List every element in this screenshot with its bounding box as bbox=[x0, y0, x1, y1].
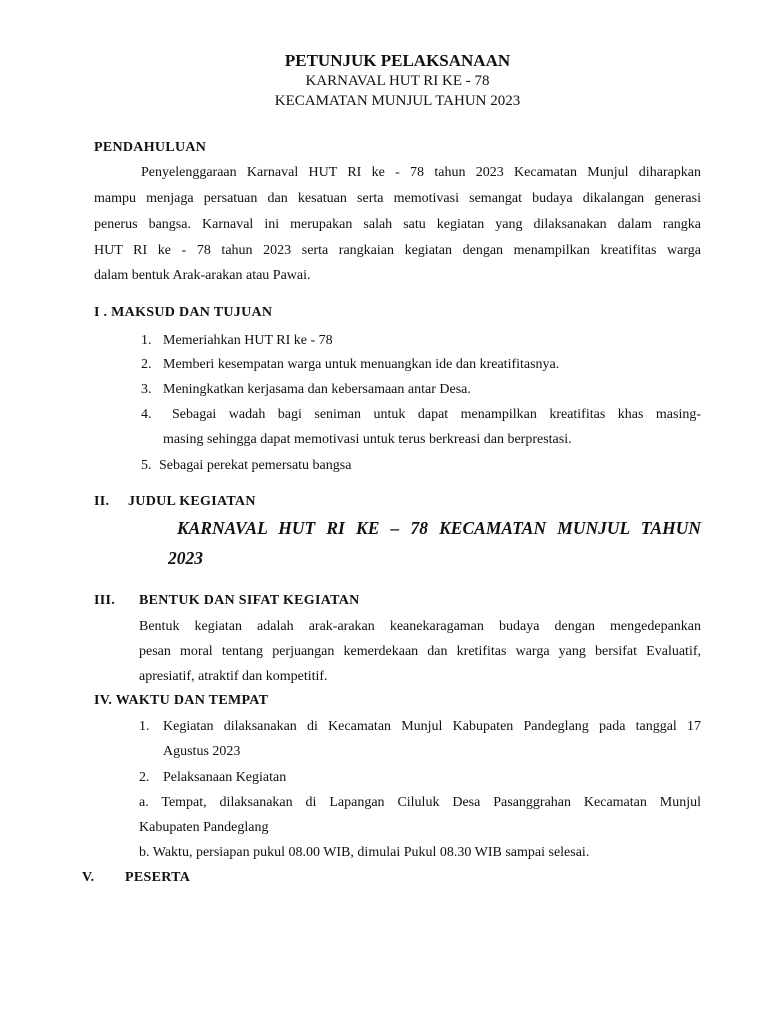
document-title: PETUNJUK PELAKSANAAN bbox=[284, 51, 511, 70]
list-item: Kegiatan dilaksanakan di Kecamatan Munjul Kabupaten Pandeglang pada tanggal 17 bbox=[163, 719, 701, 734]
event-title: KARNAVAL HUT RI KE – 78 KECAMATAN MUNJUL TAHUN bbox=[177, 518, 701, 538]
section-heading-maksud: I . MAKSUD DAN TUJUAN bbox=[94, 305, 273, 320]
paragraph-line: dalam bentuk Arak-arakan atau Pawai. bbox=[94, 268, 311, 283]
section-number: V. bbox=[82, 870, 95, 885]
section-heading-waktu: IV. WAKTU DAN TEMPAT bbox=[94, 693, 269, 708]
paragraph-line: pesan moral tentang perjuangan kemerdekaan dan kretifitas warga yang bersifat Evaluatif, bbox=[139, 644, 701, 659]
list-item-continuation: Agustus 2023 bbox=[163, 744, 241, 759]
section-heading-peserta: PESERTA bbox=[125, 870, 191, 885]
list-item: Sebagai perekat pemersatu bangsa bbox=[159, 458, 352, 473]
list-item: Pelaksanaan Kegiatan bbox=[163, 770, 287, 785]
list-item-number: 1. bbox=[141, 333, 152, 348]
document-subtitle-2: KECAMATAN MUNJUL TAHUN 2023 bbox=[274, 93, 521, 109]
document-subtitle: KARNAVAL HUT RI KE - 78 bbox=[305, 73, 490, 89]
list-item-number: 3. bbox=[141, 382, 152, 397]
list-item-number: 2. bbox=[139, 770, 150, 785]
paragraph-line: penerus bangsa. Karnaval ini merupakan salah satu kegiatan yang dilaksanakan dalam rangka bbox=[94, 217, 701, 232]
paragraph-line: mampu menjaga persatuan dan kesatuan serta memotivasi semangat budaya dikalangan generasi bbox=[94, 191, 701, 206]
list-item: Memberi kesempatan warga untuk menuangkan ide dan kreatifitasnya. bbox=[163, 357, 560, 372]
list-item-number: 5. bbox=[141, 458, 152, 473]
section-heading-bentuk: BENTUK DAN SIFAT KEGIATAN bbox=[139, 593, 360, 608]
sub-item-a-continuation: Kabupaten Pandeglang bbox=[139, 820, 269, 835]
sub-item-a: a. Tempat, dilaksanakan di Lapangan Ciluluk Desa Pasanggrahan Kecamatan Munjul bbox=[139, 795, 701, 810]
list-item-continuation: masing sehingga dapat memotivasi untuk terus berkreasi dan berprestasi. bbox=[163, 432, 572, 447]
list-item-number: 4. bbox=[141, 407, 152, 422]
list-item-number: 1. bbox=[139, 719, 150, 734]
event-title-year: 2023 bbox=[168, 548, 203, 568]
list-item: Sebagai wadah bagi seniman untuk dapat menampilkan kreatifitas khas masing- bbox=[172, 407, 701, 422]
list-item: Meningkatkan kerjasama dan kebersamaan antar Desa. bbox=[163, 382, 471, 397]
paragraph-line: Bentuk kegiatan adalah arak-arakan keanekaragaman budaya dengan mengedepankan bbox=[139, 619, 701, 634]
list-item: Memeriahkan HUT RI ke - 78 bbox=[163, 333, 333, 348]
section-number: III. bbox=[94, 593, 116, 608]
list-item-number: 2. bbox=[141, 357, 152, 372]
sub-item-b: b. Waktu, persiapan pukul 08.00 WIB, dimulai Pukul 08.30 WIB sampai selesai. bbox=[139, 845, 590, 860]
paragraph-line: apresiatif, atraktif dan kompetitif. bbox=[139, 669, 328, 684]
paragraph-line: HUT RI ke - 78 tahun 2023 serta rangkaian kegiatan dengan menampilkan kreatifitas warga bbox=[94, 243, 701, 258]
section-heading-judul: JUDUL KEGIATAN bbox=[128, 494, 256, 509]
section-heading-pendahuluan: PENDAHULUAN bbox=[94, 140, 207, 155]
section-number: II. bbox=[94, 494, 110, 509]
paragraph-line: Penyelenggaraan Karnaval HUT RI ke - 78 tahun 2023 Kecamatan Munjul diharapkan bbox=[141, 165, 701, 180]
